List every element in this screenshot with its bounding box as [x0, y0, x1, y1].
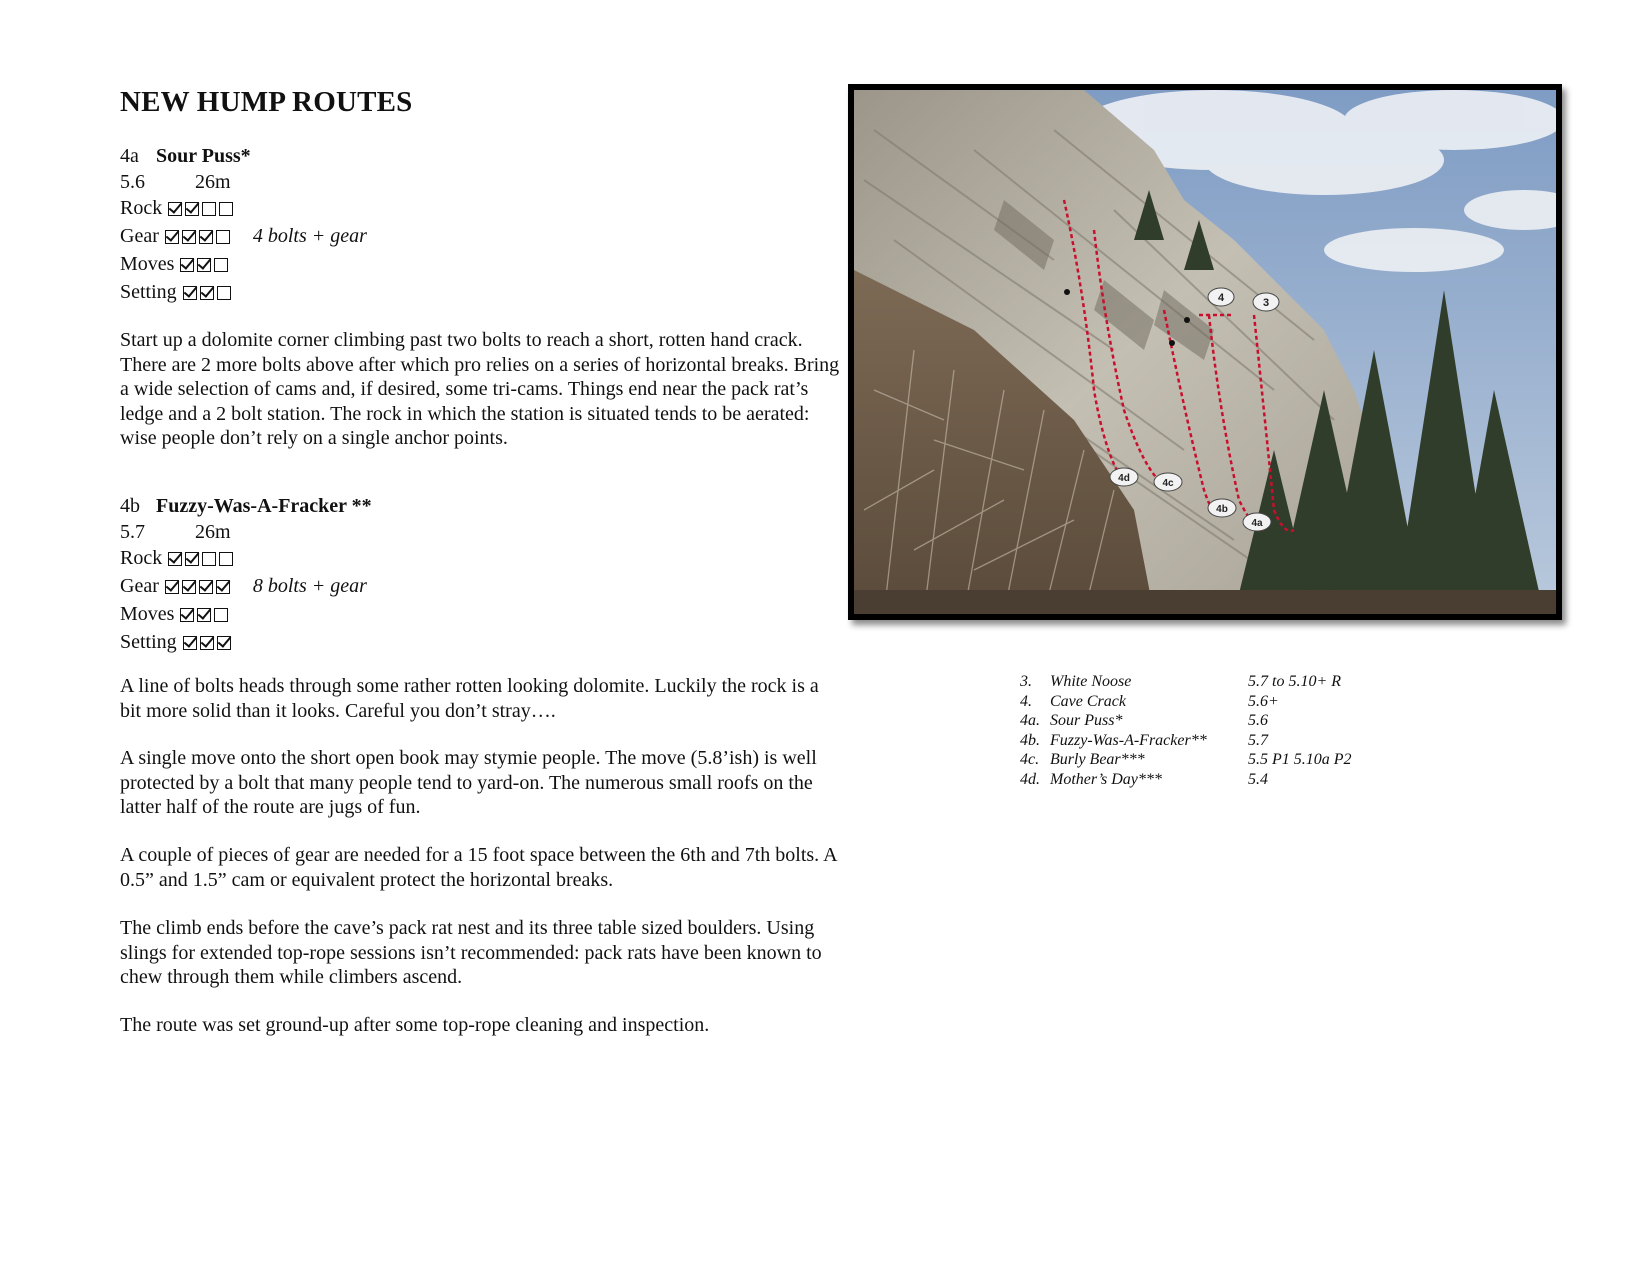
route-name: Sour Puss* [156, 145, 251, 167]
legend-row [1020, 770, 1352, 790]
legend-grade: 5.6 [1248, 712, 1268, 729]
legend-route-name: Cave Crack [1050, 692, 1126, 710]
legend-number: 4d. [1020, 770, 1040, 788]
legend-row [1020, 750, 1352, 770]
checked-box-icon [197, 608, 211, 622]
crag-photo [854, 90, 1556, 614]
rating-boxes [168, 197, 236, 223]
checked-box-icon [183, 636, 197, 650]
rating-moves [120, 251, 367, 279]
legend-route-name: Sour Puss* [1050, 712, 1123, 729]
rating-gear [120, 573, 372, 601]
rating-label: Setting [120, 281, 177, 303]
empty-box-icon [219, 552, 233, 566]
legend-grade: 5.7 [1248, 731, 1268, 749]
empty-box-icon [217, 286, 231, 300]
checked-box-icon [216, 580, 230, 594]
rating-label: Gear [120, 225, 159, 247]
route-header [120, 493, 372, 519]
rating-note: 8 bolts + gear [252, 575, 367, 597]
svg-text:3: 3 [1262, 297, 1270, 309]
checked-box-icon [180, 258, 194, 272]
empty-box-icon [202, 202, 216, 216]
route-header [120, 143, 367, 169]
svg-text:4b: 4b [1216, 504, 1228, 515]
empty-box-icon [214, 608, 228, 622]
legend-number: 4. [1020, 692, 1032, 710]
checked-box-icon [217, 636, 231, 650]
empty-box-icon [216, 230, 230, 244]
checked-box-icon [200, 286, 214, 300]
legend-row [1020, 672, 1352, 692]
svg-text:4c: 4c [1162, 478, 1174, 489]
route-4b-paragraph-2: A single move onto the short open book may stymie people. The move (5.8’ish) is well protected by a bolt that many people tend to yard-on. The numerous small roofs on the latter half of the route are jugs of fun. [120, 747, 817, 818]
rating-boxes [165, 575, 233, 601]
route-4a-description: Start up a dolomite corner climbing past two bolts to reach a short, rotten hand crack. There are 2 more bolts above after which pro relies on a series of horizontal breaks. Bring a wide selection of cams and, if desired, some tri-cams. Things end near the pack rat’s ledge and a 2 bolt station. The rock in which the station is situated tends to be aerated: wise people don’t rely on a single anchor points. [120, 329, 840, 449]
checked-box-icon [165, 230, 179, 244]
route-label-4b [1208, 499, 1236, 517]
legend-grade: 5.7 to 5.10+ R [1248, 673, 1342, 690]
route-code: 4a [120, 145, 139, 167]
empty-box-icon [202, 552, 216, 566]
route-4b-header-block [120, 493, 372, 657]
legend-row [1020, 731, 1352, 751]
rating-rock [120, 545, 372, 573]
legend-grade: 5.4 [1248, 770, 1268, 788]
route-code: 4b [120, 495, 140, 517]
route-label-4c [1154, 473, 1182, 491]
legend-number: 3. [1020, 673, 1032, 690]
rating-note: 4 bolts + gear [252, 225, 367, 247]
rating-label: Moves [120, 603, 175, 625]
route-4b-paragraph-3: A couple of pieces of gear are needed for a 15 foot space between the 6th and 7th bolts. A 0.5” and 1.5” cam or equivalent protect the horizontal breaks. [120, 844, 837, 891]
rating-rock [120, 195, 367, 223]
route-4b-paragraph-1: A line of bolts heads through some rather rotten looking dolomite. Luckily the rock is a bit more solid than it looks. Careful you don’t stray…. [120, 675, 819, 722]
svg-text:4d: 4d [1118, 473, 1130, 484]
checked-box-icon [199, 230, 213, 244]
route-name: Fuzzy-Was-A-Fracker ** [156, 495, 372, 517]
empty-box-icon [219, 202, 233, 216]
rating-gear [120, 223, 367, 251]
rating-label: Setting [120, 631, 177, 653]
route-length: 26m [195, 521, 231, 543]
legend-grade: 5.5 P1 5.10a P2 [1248, 751, 1352, 768]
route-grade: 5.7 [120, 521, 145, 543]
rating-label: Rock [120, 547, 163, 569]
route-4b-paragraph-4: The climb ends before the cave’s pack rat nest and its three table sized boulders. Using slings for extended top-rope sessions isn’t recommended: pack rats have been known to chew through them while climbers ascend. [120, 917, 822, 988]
route-label-4d [1110, 468, 1138, 486]
rating-boxes [180, 253, 231, 279]
checked-box-icon [185, 552, 199, 566]
legend-row [1020, 692, 1352, 712]
checked-box-icon [182, 580, 196, 594]
checked-box-icon [199, 580, 213, 594]
legend-route-name: Fuzzy-Was-A-Fracker** [1050, 731, 1207, 749]
checked-box-icon [168, 552, 182, 566]
rating-setting [120, 279, 367, 307]
route-label-4 [1208, 288, 1234, 306]
checked-box-icon [185, 202, 199, 216]
checked-box-icon [182, 230, 196, 244]
rating-boxes [180, 603, 231, 629]
legend-grade: 5.6+ [1248, 692, 1279, 710]
route-length: 26m [195, 171, 231, 193]
route-legend [1020, 672, 1352, 789]
rating-label: Rock [120, 197, 163, 219]
legend-row [1020, 711, 1352, 731]
rating-label: Moves [120, 253, 175, 275]
legend-number: 4b. [1020, 731, 1040, 749]
page-title: NEW HUMP ROUTES [120, 86, 413, 118]
ground [854, 590, 1556, 614]
rating-boxes [168, 547, 236, 573]
rating-boxes [183, 631, 234, 657]
checked-box-icon [197, 258, 211, 272]
route-label-4a [1243, 513, 1271, 531]
checked-box-icon [200, 636, 214, 650]
checked-box-icon [168, 202, 182, 216]
legend-number: 4a. [1020, 712, 1040, 729]
rating-boxes [165, 225, 233, 251]
checked-box-icon [165, 580, 179, 594]
crag-photo-frame [848, 84, 1562, 620]
route-4b-paragraph-5: The route was set ground-up after some top-rope cleaning and inspection. [120, 1014, 710, 1036]
route-grade-line [120, 519, 372, 545]
svg-text:4: 4 [1217, 292, 1225, 304]
rating-label: Gear [120, 575, 159, 597]
route-grade: 5.6 [120, 171, 145, 193]
rating-boxes [183, 281, 234, 307]
rating-moves [120, 601, 372, 629]
checked-box-icon [183, 286, 197, 300]
rating-setting [120, 629, 372, 657]
legend-route-name: White Noose [1050, 673, 1132, 690]
route-4a-header-block [120, 143, 367, 307]
route-label-3 [1253, 293, 1279, 311]
checked-box-icon [180, 608, 194, 622]
svg-text:4a: 4a [1251, 518, 1263, 529]
route-grade-line [120, 169, 367, 195]
legend-number: 4c. [1020, 751, 1040, 768]
legend-route-name: Mother’s Day*** [1050, 770, 1162, 788]
legend-route-name: Burly Bear*** [1050, 751, 1145, 768]
empty-box-icon [214, 258, 228, 272]
